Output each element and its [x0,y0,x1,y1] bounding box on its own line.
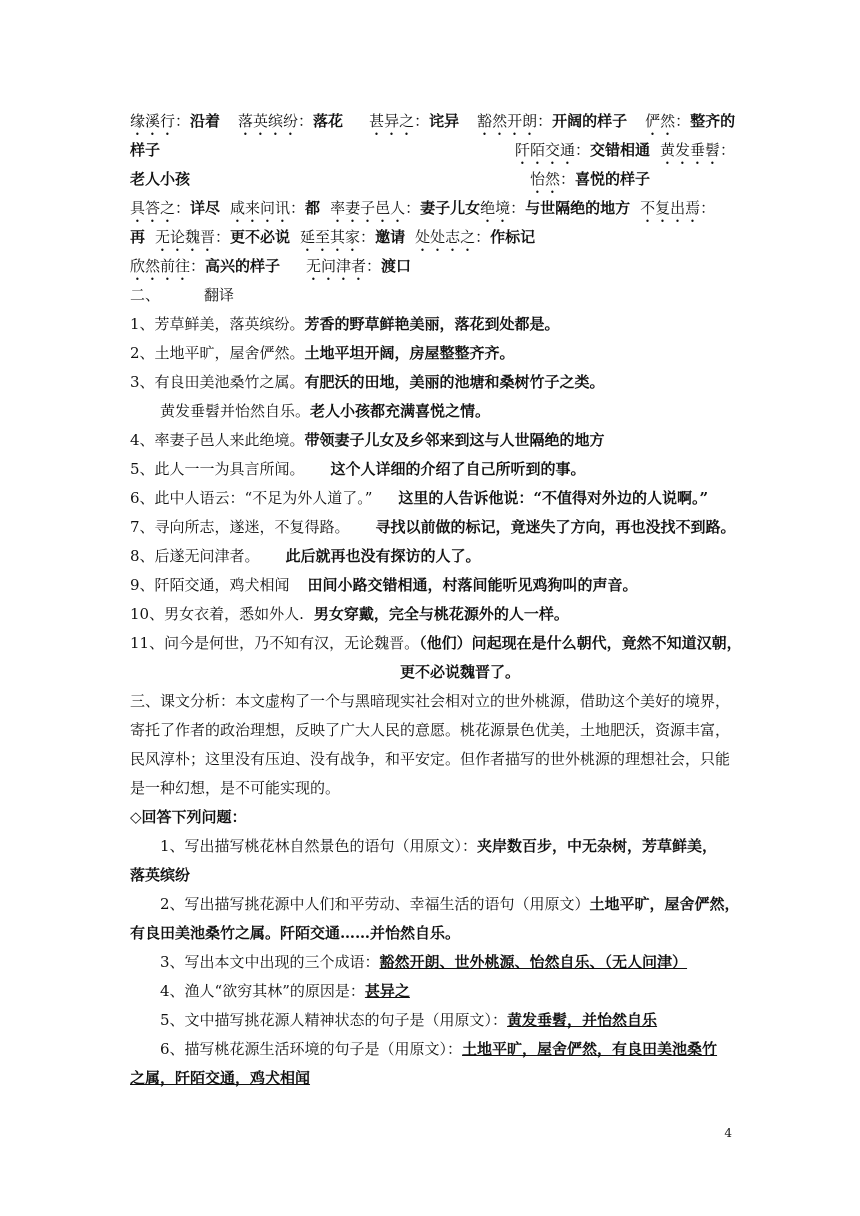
answer-text: 甚异之 [364,982,410,1000]
answer-text: 豁然开朗、世外桃源、怡然自乐、（无人问津） [379,953,688,971]
answer-text: 土地平旷，屋舍俨然，有良田美池桑竹 [462,1040,718,1058]
term: 欣然前往： [130,257,206,275]
question-text: 4、渔人“欲穷其林”的原因是： [160,982,365,1000]
source-sentence: 1、芳草鲜美，落英缤纷。 [130,315,305,333]
definition: 喜悦的样子 [575,170,651,188]
term: 延至其家： [300,228,376,246]
term: 缘溪行： [130,112,191,130]
term: 咸来问讯： [230,199,306,217]
translation-item [130,368,735,397]
question-item [130,1006,765,1035]
translation-item [130,600,735,629]
source-sentence: 5、此人一一为具言所闻。 [130,460,305,478]
definition: 落花 [313,112,344,130]
source-sentence: 黄发垂髫并怡然自乐。 [160,402,311,420]
definition: 再 [130,228,146,246]
analysis-line [130,774,735,803]
term: 无问津者： [306,257,382,275]
definition: 开阔的样子 [552,112,628,130]
translation: 土地平坦开阔，房屋整整齐齐。 [304,344,515,362]
term: 率妻子邑人： [330,199,421,217]
analysis-text: 三、课文分析：本文虚构了一个与黑暗现实社会相对立的世外桃源，借助这个美好的境界， [130,692,731,710]
answer-continuation: 落英缤纷 [130,866,191,884]
translation: 男女穿戴，完全与桃花源外的人一样。 [313,605,569,623]
question-text: 2、写出描写挑花源中人们和平劳动、幸福生活的语句（用原文） [160,895,590,913]
term: 豁然开朗： [477,112,553,130]
term: 不复出焉： [640,199,716,217]
translation: 寻找以前做的标记，竟迷失了方向，再也没找不到路。 [375,518,736,536]
source-sentence: 11、问今是何世，乃不知有汉，无论魏晋。 [130,634,420,652]
translation-item [130,397,765,426]
question-text: 6、描写桃花源生活环境的句子是（用原文）： [160,1040,463,1058]
translation-item [130,513,735,542]
translation: 这个人详细的介绍了自己所听到的事。 [330,460,586,478]
answer-text: 夹岸数百步，中无杂树，芳草鲜美， [477,837,718,855]
vocab-line-2 [130,136,735,165]
question-item [130,1035,765,1064]
definition: 沿着 [190,112,221,130]
definition: 都 [305,199,321,217]
definition: 与世隔绝的地方 [525,199,631,217]
answer-continuation: 有良田美池桑竹之属。阡陌交通……并怡然自乐。 [130,924,461,942]
translation-item [130,484,735,513]
term: 无论魏晋： [155,228,231,246]
section-heading [130,281,735,310]
question-item [130,977,765,1006]
definition: 整齐的 [690,112,736,130]
source-sentence: 10、男女衣着，悉如外人. [130,605,304,623]
answer-text: 黄发垂髫，并怡然自乐 [507,1011,658,1029]
question-text: 1、写出描写桃花林自然景色的语句（用原文）： [160,837,478,855]
term: 落英缤纷： [238,112,314,130]
definition: 交错相通 [589,141,650,159]
analysis-text: 民风淳朴；这里没有压迫、没有战争，和平安定。但作者描写的世外桃源的理想社会，只能 [130,750,731,768]
analysis-text: 寄托了作者的政治理想，反映了广大人民的意愿。桃花源景色优美，土地肥沃，资源丰富， [130,721,731,739]
translation: （他们）问起现在是什么朝代，竟然不知道汉朝， [419,634,742,652]
page-number: 4 [724,1126,732,1140]
answer-text: 土地平旷，屋舍俨然， [589,895,740,913]
analysis-text: 是一种幻想，是不可能实现的。 [130,779,341,797]
question-text: 5、文中描写挑花源人精神状态的句子是（用原文）： [160,1011,508,1029]
translation-item [130,542,735,571]
definition: 渡口 [381,257,412,275]
translation-item [130,455,735,484]
vocab-line-5 [130,223,735,252]
definition: 样子 [130,141,161,159]
translation: 这里的人告诉他说：“不值得对外边的人说啊。” [398,489,709,507]
term: 阡陌交通： [514,141,590,159]
translation: 有肥沃的田地，美丽的池塘和桑树竹子之类。 [304,373,605,391]
definition: 详尽 [190,199,221,217]
question-item [130,832,765,861]
vocab-line-3-right [530,165,650,197]
term: 具答之： [130,199,191,217]
vocab-line-6 [130,252,735,281]
translation: 老人小孩都充满喜悦之情。 [310,402,491,420]
definition: 邀请 [375,228,406,246]
section-number: 二、 [130,286,161,304]
question-text: 3、写出本文中出现的三个成语： [160,953,380,971]
definition: 更不必说 [230,228,291,246]
analysis-line [130,716,735,745]
translation-item [130,426,735,455]
vocab-line-1 [130,107,735,136]
definition: 高兴的样子 [205,257,281,275]
translation-item [130,310,735,339]
translation: 田间小路交错相通，村落间能听见鸡狗叫的声音。 [307,576,638,594]
term: 甚异之： [369,112,430,130]
analysis-line [130,687,735,716]
question-item [130,890,765,919]
term: 黄发垂髫： [659,141,735,159]
source-sentence: 4、率妻子邑人来此绝境。 [130,431,305,449]
translation: 此后就再也没有探访的人了。 [285,547,481,565]
vocab-line-4 [130,194,735,223]
analysis-line [130,745,735,774]
source-sentence: 2、土地平旷，屋舍俨然。 [130,344,305,362]
questions-heading: ◇回答下列问题： [130,808,247,826]
source-sentence: 3、有良田美池桑竹之属。 [130,373,305,391]
section-title: 翻译 [204,286,235,304]
translation-item [130,571,735,600]
question-item [130,948,765,977]
translation-continuation [130,658,735,687]
definition: 作标记 [490,228,536,246]
term: 怡然： [530,170,576,188]
vocab-line-2-right [515,136,735,168]
definition: 诧异 [429,112,460,130]
translation-item [130,629,742,658]
translation: 带领妻子儿女及乡邻来到这与人世隔绝的地方 [304,431,605,449]
answer-continuation: 之属，阡陌交通，鸡犬相闻 [130,1069,311,1087]
translation: 更不必说魏晋了。 [400,663,521,681]
translation-item [130,339,735,368]
definition: 妻子儿女 [420,199,481,217]
translation: 芳香的野草鲜艳美丽，落花到处都是。 [304,315,560,333]
term: 绝境： [480,199,526,217]
term: 俨然： [645,112,691,130]
vocab-line-3 [130,165,735,194]
source-sentence: 8、后遂无问津者。 [130,547,260,565]
source-sentence: 7、寻向所志，遂迷，不复得路。 [130,518,350,536]
definition: 老人小孩 [130,170,191,188]
term: 处处志之： [415,228,491,246]
source-sentence: 9、阡陌交通，鸡犬相闻 [130,576,290,594]
source-sentence: 6、此中人语云：“不足为外人道了。” [130,489,373,507]
